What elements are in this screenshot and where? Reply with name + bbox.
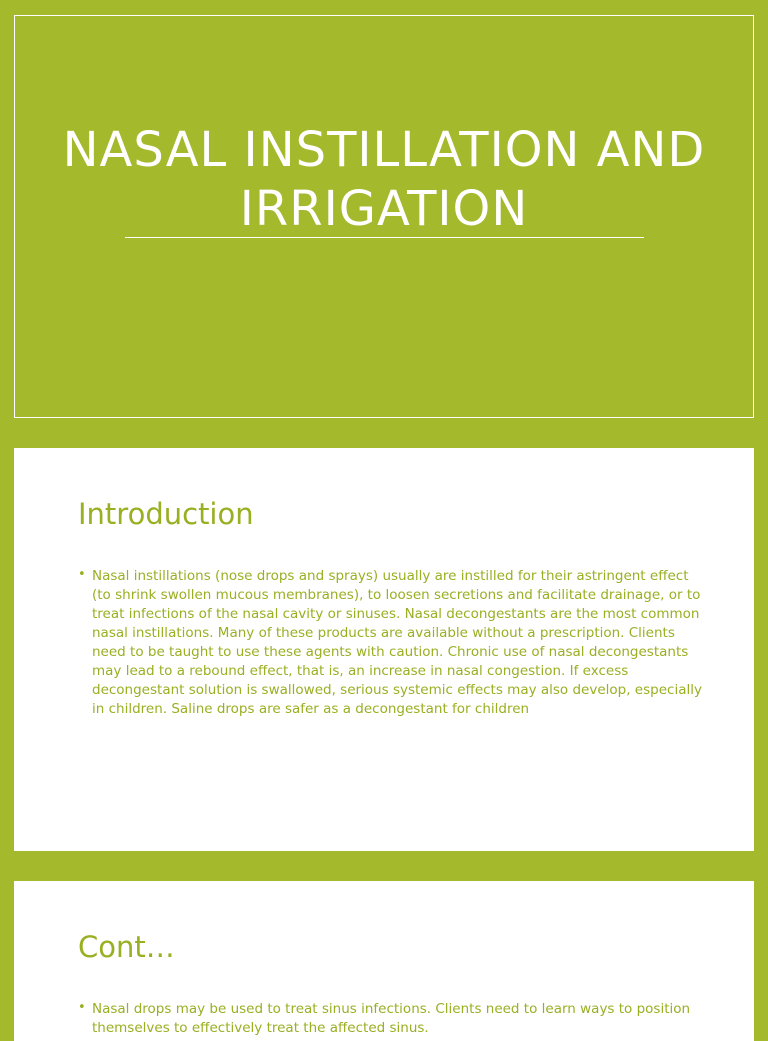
bullet-text: Nasal drops may be used to treat sinus infections. Clients need to learn ways to position themselves to effectively treat the affected sinus.	[92, 1001, 691, 1036]
bullet-paragraph	[78, 1000, 707, 1038]
continuation-slide	[14, 881, 754, 1041]
introduction-slide	[14, 448, 754, 851]
presentation-title: NASAL INSTILLATION AND IRRIGATION	[62, 122, 706, 237]
slide-heading: Cont…	[78, 930, 175, 964]
bullet-marker: •	[78, 567, 86, 582]
slide-heading: Introduction	[78, 497, 254, 531]
bullet-marker: •	[78, 1000, 86, 1015]
bullet-paragraph	[78, 567, 707, 719]
bullet-text: Nasal instillations (nose drops and sprays) usually are instilled for their astringent effect (to shrink swollen mucous membranes), to loosen secretions and facilitate drainage, or to treat infections of the nasal cavity or sinuses. Nasal decongestants are the most common nasal instillations. Many of these products are available without a prescription. Clients need to be taught to use these agents with caution. Chronic use of nasal decongestants may lead to a rebound effect, that is, an increase in nasal congestion. If excess decongestant solution is swallowed, serious systemic effects may also develop, especially in children. Saline drops are safer as a decongestant for children	[92, 568, 702, 717]
title-divider	[125, 237, 644, 238]
title-slide	[14, 15, 754, 418]
